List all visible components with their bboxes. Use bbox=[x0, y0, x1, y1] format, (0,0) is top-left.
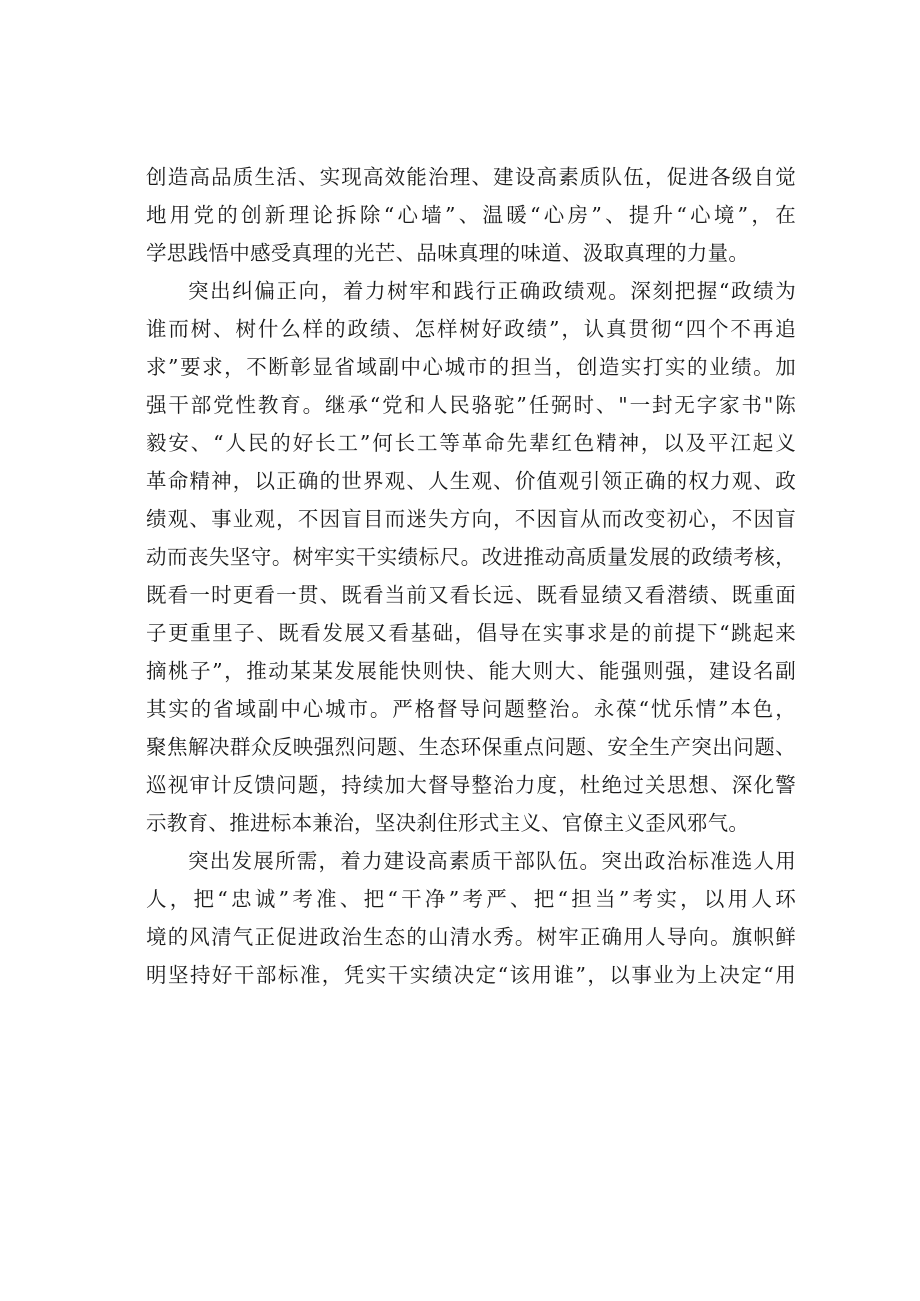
text-line: 突出纠偏正向，着力树牢和践行正确政绩观。深刻把握“政绩为 bbox=[188, 279, 796, 303]
text-line: 求”要求，不断彰显省域副中心城市的担当，创造实打实的业绩。加 bbox=[146, 355, 796, 379]
text-line: 子更重里子、既看发展又看基础，倡导在实事求是的前提下“跳起来 bbox=[146, 621, 796, 645]
text-line: 学思践悟中感受真理的光芒、品味真理的味道、汲取真理的力量。 bbox=[146, 241, 750, 265]
text-line: 人，把“忠诚”考准、把“干净”考严、把“担当”考实，以用人环 bbox=[146, 887, 796, 911]
text-line: 境的风清气正促进政治生态的山清水秀。树牢正确用人导向。旗帜鲜 bbox=[146, 925, 796, 949]
text-line: 地用党的创新理论拆除“心墙”、温暖“心房”、提升“心境”，在 bbox=[146, 203, 796, 227]
document-body bbox=[146, 158, 796, 994]
text-line: 强干部党性教育。继承“党和人民骆驼”任弼时、"一封无字家书"陈 bbox=[146, 393, 796, 417]
text-line: 革命精神，以正确的世界观、人生观、价值观引领正确的权力观、政 bbox=[146, 469, 796, 493]
text-line: 毅安、“人民的好长工”何长工等革命先辈红色精神，以及平江起义 bbox=[146, 431, 796, 455]
text-line: 动而丧失坚守。树牢实干实绩标尺。改进推动高质量发展的政绩考核， bbox=[146, 545, 796, 569]
text-line: 绩观、事业观，不因盲目而迷失方向，不因盲从而改变初心，不因盲 bbox=[146, 507, 796, 531]
text-line: 其实的省域副中心城市。严格督导问题整治。永葆“忧乐情”本色， bbox=[146, 697, 796, 721]
text-line: 聚焦解决群众反映强烈问题、生态环保重点问题、安全生产突出问题、 bbox=[146, 735, 796, 759]
text-line: 巡视审计反馈问题，持续加大督导整治力度，杜绝过关思想、深化警 bbox=[146, 773, 796, 797]
text-line: 示教育、推进标本兼治，坚决刹住形式主义、官僚主义歪风邪气。 bbox=[146, 811, 750, 835]
text-line: 谁而树、树什么样的政绩、怎样树好政绩”，认真贯彻“四个不再追 bbox=[146, 317, 796, 341]
text-line: 突出发展所需，着力建设高素质干部队伍。突出政治标准选人用 bbox=[188, 849, 796, 873]
text-line: 明坚持好干部标准，凭实干实绩决定“该用谁”，以事业为上决定“用 bbox=[146, 963, 796, 987]
text-line: 既看一时更看一贯、既看当前又看长远、既看显绩又看潜绩、既重面 bbox=[146, 583, 796, 607]
text-line: 摘桃子”，推动某某发展能快则快、能大则大、能强则强，建设名副 bbox=[146, 659, 796, 683]
text-line: 创造高品质生活、实现高效能治理、建设高素质队伍，促进各级自觉 bbox=[146, 165, 796, 189]
